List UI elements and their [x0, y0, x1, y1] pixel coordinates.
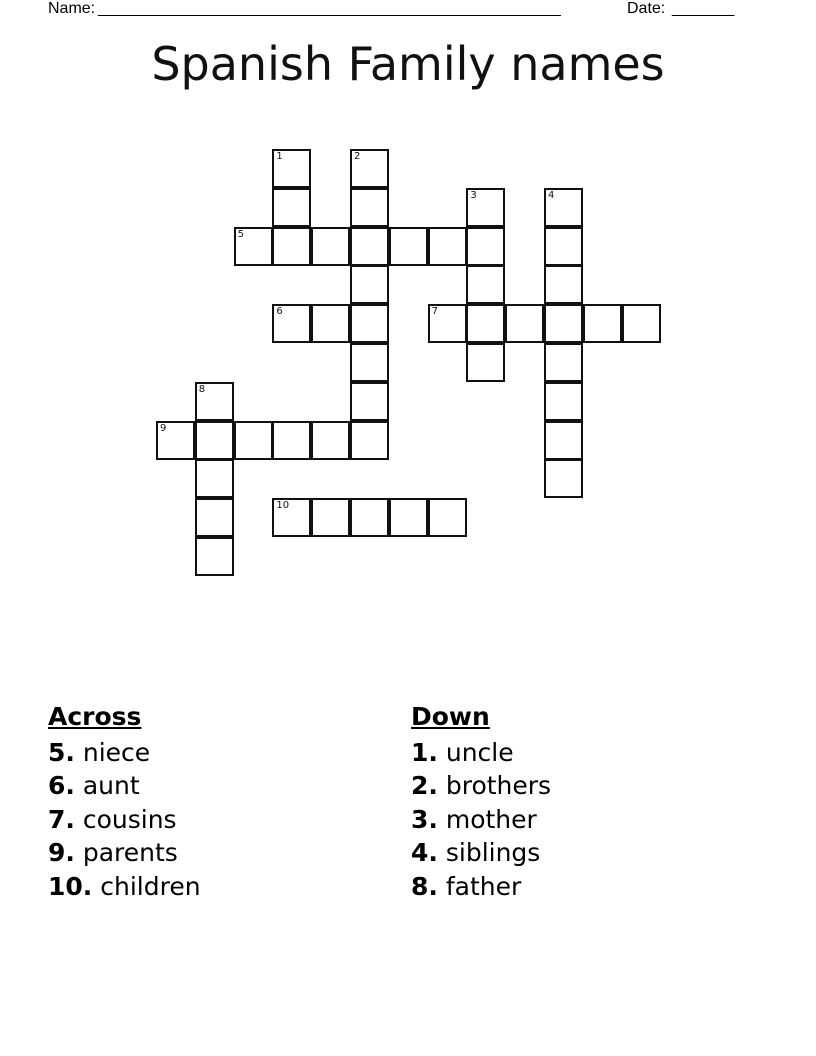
- down-heading: Down: [411, 702, 490, 731]
- grid-cell[interactable]: [350, 343, 389, 382]
- across-clue: [48, 769, 201, 802]
- clue-number: 5.: [48, 738, 75, 767]
- grid-cell[interactable]: [272, 498, 311, 537]
- grid-cell[interactable]: [195, 459, 234, 498]
- grid-cell[interactable]: [311, 421, 350, 460]
- clue-number: 2.: [411, 771, 438, 801]
- page-title: Spanish Family names: [151, 37, 665, 91]
- cell-number: 2: [354, 151, 361, 162]
- grid-cell[interactable]: [311, 227, 350, 266]
- grid-cell[interactable]: [311, 304, 350, 343]
- across-clues: [48, 700, 201, 903]
- cell-number: 6: [276, 306, 283, 318]
- grid-cell[interactable]: [544, 304, 583, 343]
- clue-number: 6.: [48, 771, 75, 801]
- grid-cell[interactable]: [350, 382, 389, 421]
- grid-cell[interactable]: [505, 304, 544, 343]
- grid-cell[interactable]: [272, 421, 311, 460]
- grid-cell[interactable]: [350, 421, 389, 460]
- grid-cell[interactable]: [544, 382, 583, 421]
- clue-number: 9.: [48, 838, 75, 868]
- date-field[interactable]: _______: [672, 0, 735, 17]
- grid-cell[interactable]: [622, 304, 661, 343]
- grid-cell[interactable]: [350, 227, 389, 266]
- grid-cell[interactable]: [234, 421, 273, 460]
- clue-number: 7.: [48, 804, 75, 834]
- grid-cell[interactable]: [544, 343, 583, 382]
- clue-text: mother: [445, 804, 537, 834]
- grid-cell[interactable]: [466, 343, 505, 382]
- clue-text: father: [445, 871, 522, 901]
- cell-number: 9: [160, 422, 167, 434]
- down-clues: [411, 700, 551, 903]
- clue-text: uncle: [445, 738, 514, 767]
- grid-cell[interactable]: [544, 459, 583, 498]
- clue-text: niece: [82, 738, 151, 767]
- grid-cell[interactable]: [544, 421, 583, 460]
- name-field[interactable]: ____________________________________________________: [98, 0, 561, 17]
- clue-text: cousins: [82, 804, 177, 834]
- grid-cell[interactable]: [389, 227, 428, 266]
- grid-cell[interactable]: [389, 498, 428, 537]
- down-clue: [411, 736, 551, 769]
- cell-number: 3: [470, 189, 477, 201]
- cell-number: 10: [276, 500, 290, 512]
- grid-cell[interactable]: [544, 265, 583, 304]
- grid-cell[interactable]: [428, 227, 467, 266]
- grid-cell[interactable]: [195, 537, 234, 576]
- grid-cell[interactable]: [156, 421, 195, 460]
- grid-cell[interactable]: [272, 227, 311, 266]
- grid-cell[interactable]: [272, 188, 311, 227]
- grid-cell[interactable]: [428, 304, 467, 343]
- grid-cell[interactable]: [583, 304, 622, 343]
- grid-cell[interactable]: [350, 188, 389, 227]
- grid-cell[interactable]: [195, 421, 234, 460]
- cell-number: 5: [237, 228, 244, 240]
- across-heading: Across: [48, 702, 142, 731]
- across-clue: [48, 803, 201, 836]
- grid-cell[interactable]: [234, 227, 273, 266]
- grid-cell[interactable]: [466, 304, 505, 343]
- down-clue: [411, 769, 551, 802]
- grid-cell[interactable]: [350, 149, 389, 188]
- date-label: Date:: [627, 0, 666, 17]
- clue-number: 8.: [411, 871, 438, 901]
- clue-number: 3.: [411, 804, 438, 834]
- cell-number: 7: [431, 306, 438, 318]
- grid-cell[interactable]: [350, 304, 389, 343]
- clue-text: siblings: [445, 838, 541, 868]
- grid-cell[interactable]: [466, 265, 505, 304]
- across-clue: [48, 836, 201, 869]
- cell-number: 1: [276, 151, 283, 162]
- clue-number: 1.: [411, 738, 438, 767]
- grid-cell[interactable]: [466, 188, 505, 227]
- grid-cell[interactable]: [195, 382, 234, 421]
- grid-cell[interactable]: [544, 188, 583, 227]
- grid-cell[interactable]: [350, 498, 389, 537]
- down-clue: [411, 836, 551, 869]
- grid-cell[interactable]: [311, 498, 350, 537]
- clue-text: brothers: [445, 771, 552, 801]
- grid-cell[interactable]: [272, 149, 311, 188]
- across-clue: [48, 736, 201, 769]
- cell-number: 4: [548, 189, 555, 201]
- clue-text: parents: [82, 838, 178, 868]
- grid-cell[interactable]: [544, 227, 583, 266]
- clue-text: aunt: [82, 771, 140, 801]
- across-clue: [48, 870, 201, 903]
- grid-cell[interactable]: [350, 265, 389, 304]
- down-clue: [411, 803, 551, 836]
- grid-cell[interactable]: [466, 227, 505, 266]
- cell-number: 8: [198, 383, 206, 395]
- grid-cell[interactable]: [272, 304, 311, 343]
- down-clue: [411, 870, 551, 903]
- name-label: Name:: [48, 0, 96, 17]
- clue-number: 10.: [48, 871, 93, 901]
- clue-number: 4.: [411, 838, 438, 868]
- clue-text: children: [100, 871, 201, 901]
- grid-cell[interactable]: [428, 498, 467, 537]
- grid-cell[interactable]: [195, 498, 234, 537]
